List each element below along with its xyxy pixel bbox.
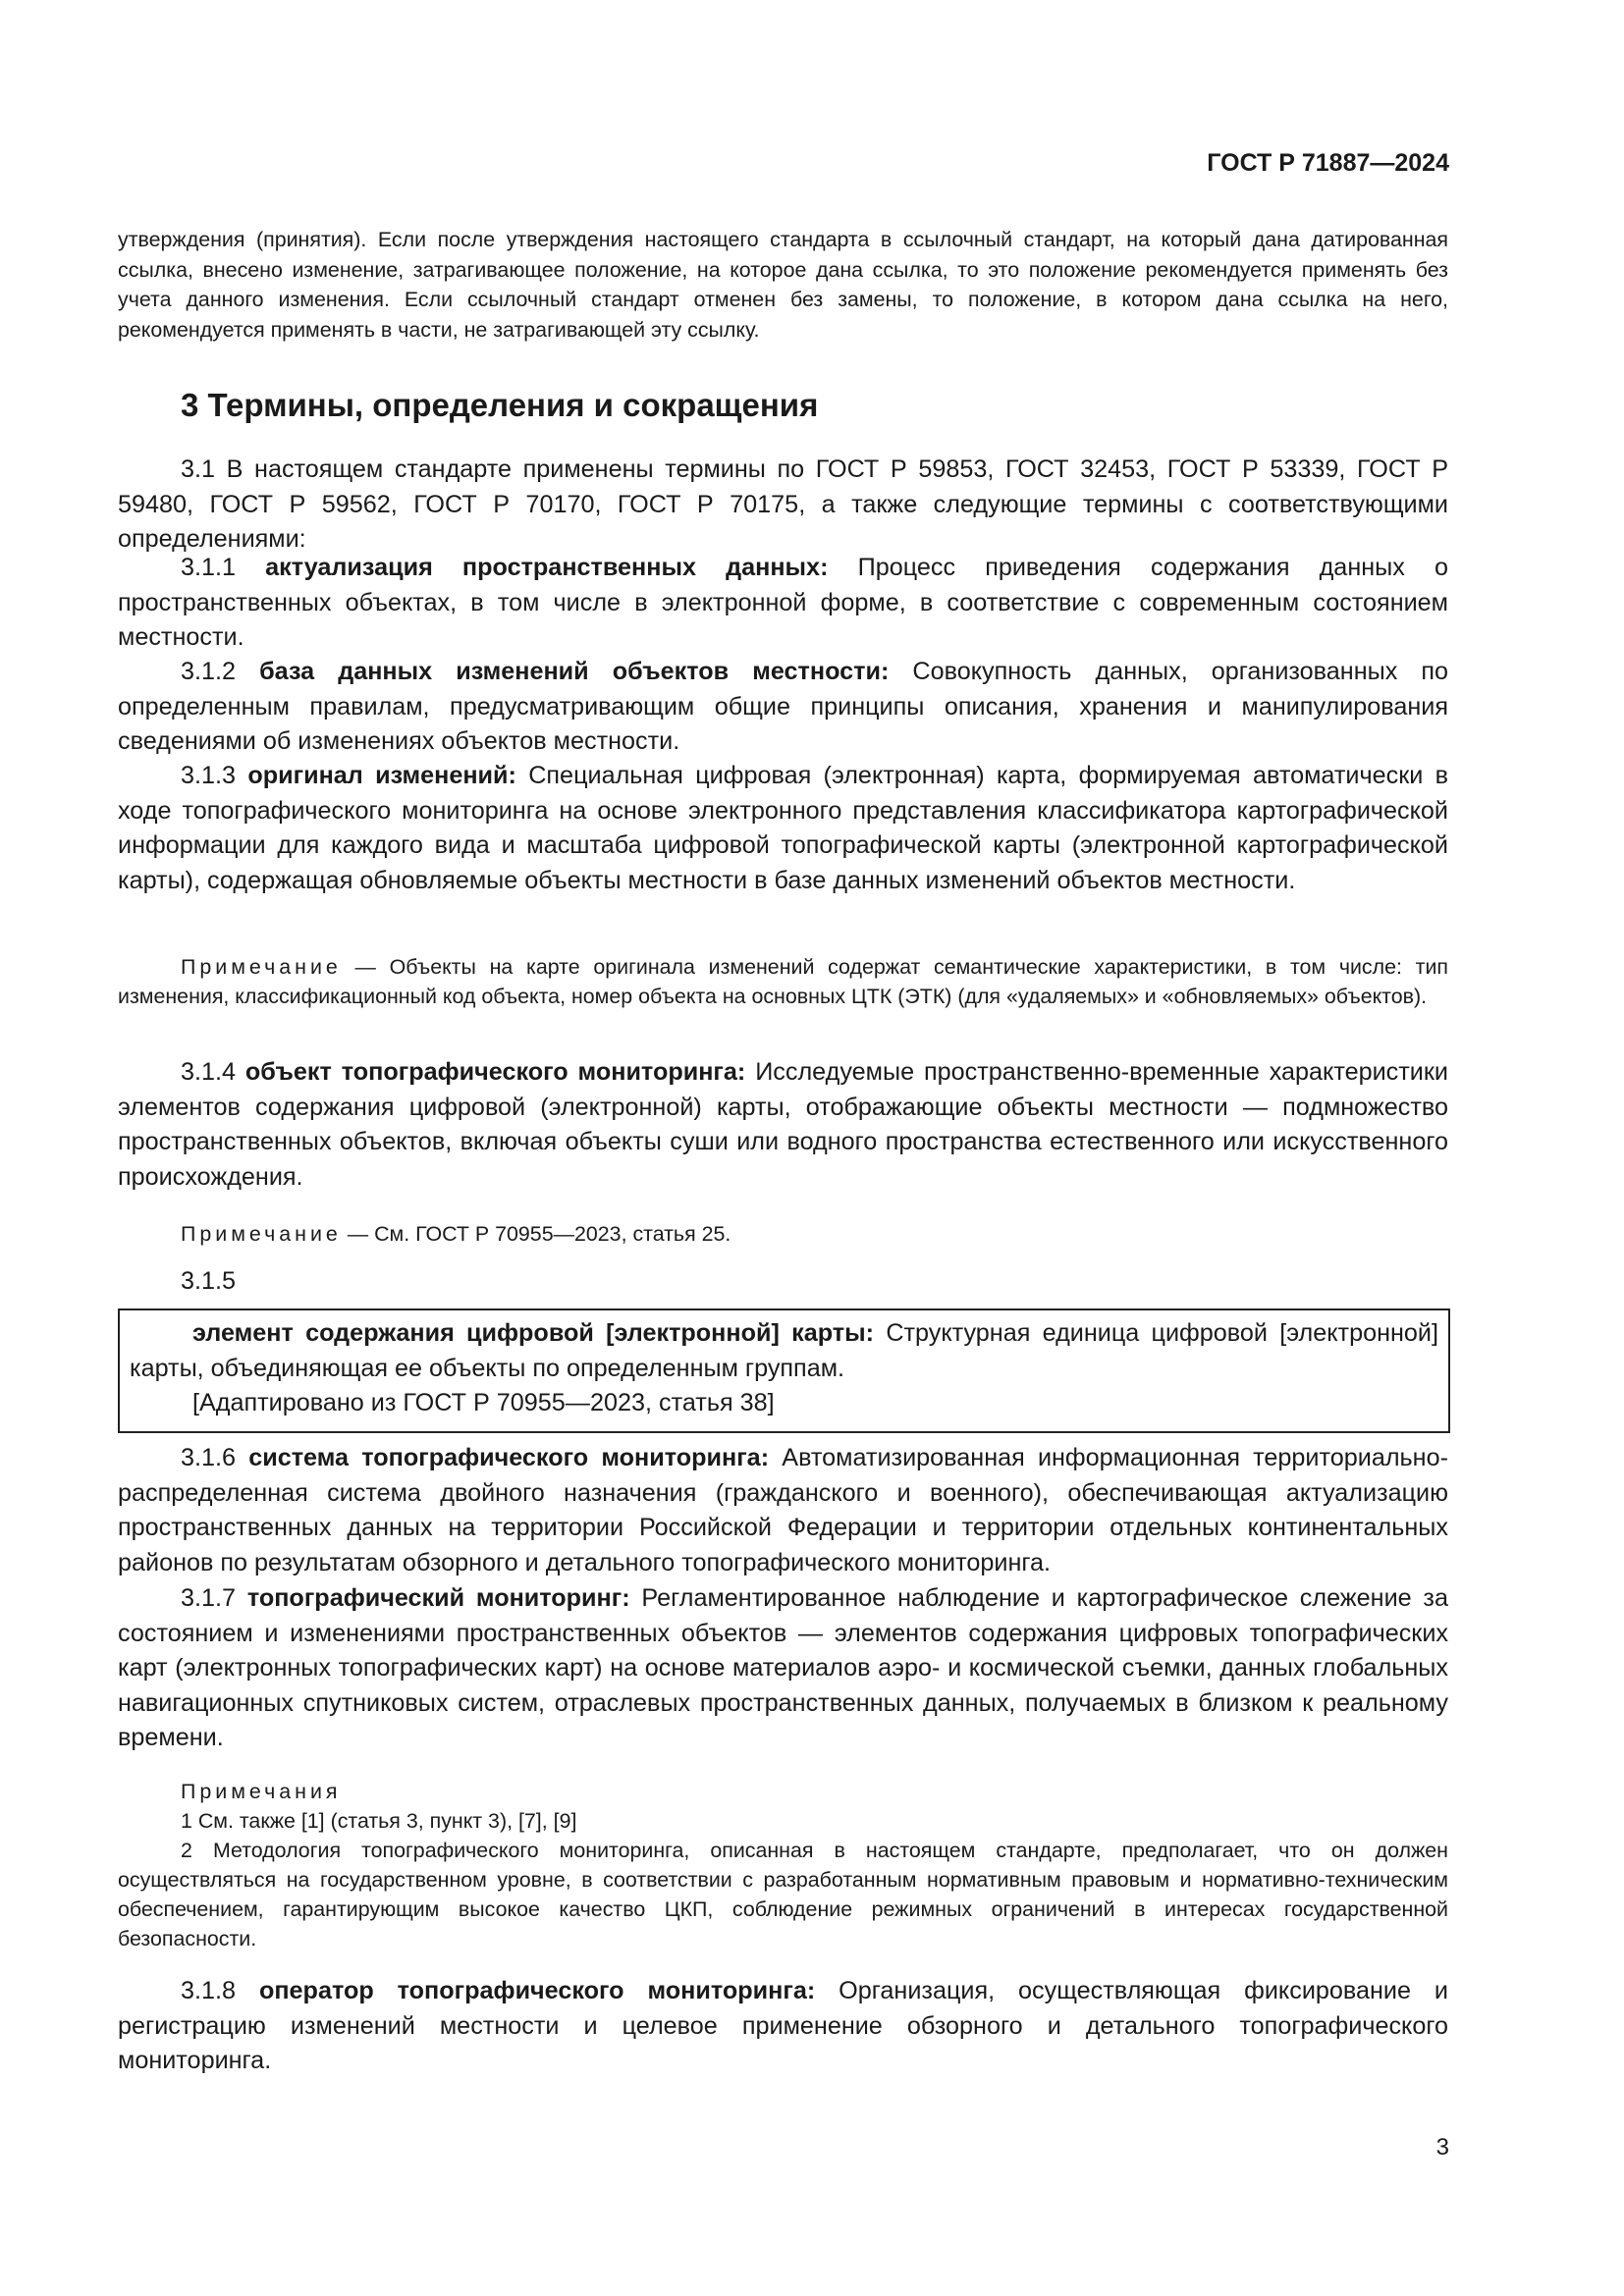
note-label: Примечание bbox=[181, 955, 342, 979]
term-definition: Регламентированное наблюдение и картографическое слежение за состоянием и изменениями пространственных объектов — элементов содержания цифровых топографических карт (электронных топографических карт) на основе материалов аэро- и космической съемки, данных глобальных навигационных спутниковых систем, отраслевых пространственных данных, получаемых в близком к реальному времени. bbox=[118, 1584, 1448, 1751]
notes-label: Примечания bbox=[181, 1780, 342, 1803]
section-title: 3 Термины, определения и сокращения bbox=[181, 387, 819, 423]
term-number: 3.1.6 bbox=[181, 1444, 249, 1471]
term-3-1-3 bbox=[118, 759, 1448, 898]
term-name: актуализация пространственных данных: bbox=[265, 554, 829, 581]
paragraph-3-1: 3.1 В настоящем стандарте применены термины по ГОСТ Р 59853, ГОСТ 32453, ГОСТ Р 53339, ГОСТ Р 59480, ГОСТ Р 59562, ГОСТ Р 70170, ГОСТ Р 70175, а также следующие термины с соответствующими определениями: bbox=[118, 455, 1448, 553]
intro-paragraph: утверждения (принятия). Если после утверждения настоящего стандарта в ссылочный стандарт, на который дана датированная ссылка, внесено изменение, затрагивающее положение, на которое дана ссылка, то это положение рекомендуется применять без учета данного изменения. Если ссылочный стандарт отменен без замены, то положение, в котором дана ссылка на него, рекомендуется применять в части, не затрагивающей эту ссылку. bbox=[118, 228, 1448, 342]
term-source: [Адаптировано из ГОСТ Р 70955—2023, статья 38] bbox=[192, 1389, 775, 1416]
note-label: Примечание bbox=[181, 1222, 342, 1246]
document-code: ГОСТ Р 71887—2024 bbox=[1207, 149, 1449, 177]
term-number: 3.1.3 bbox=[181, 762, 248, 789]
term-definition: Исследуемые пространственно-временные характеристики элементов содержания цифровой (электронной) карты, отображающие объекты местности — подмножество пространственных объектов, включая объекты суши или водного пространства естественного или искусственного происхождения. bbox=[118, 1058, 1448, 1191]
term-number: 3.1.7 bbox=[181, 1584, 247, 1612]
note-2: 2 Методология топографического мониторинга, описанная в настоящем стандарте, предполагает, что он должен осуществляться на государственном уровне, в соответствии с разработанным нормативным правовым и нормативно-техническим обеспечением, гарантирующим высокое качество ЦКП, соблюдение режимных ограничений в интересах государственной безопасности. bbox=[118, 1839, 1448, 1950]
term-name: объект топографического мониторинга: bbox=[244, 1058, 746, 1086]
term-3-1-1 bbox=[118, 551, 1448, 656]
term-name: элемент содержания цифровой [электронной] карты: bbox=[192, 1319, 875, 1347]
term-name: база данных изменений объектов местности: bbox=[259, 658, 890, 685]
term-name: оригинал изменений: bbox=[247, 762, 516, 789]
term-definition: Автоматизированная информационная территориально-распределенная система двойного назначения (гражданского и военного), обеспечивающая актуализацию пространственных данных на территории Российской Федерации и территории отдельных континентальных районов по результатам обзорного и детального топографического мониторинга. bbox=[118, 1444, 1448, 1576]
page-number: 3 bbox=[1435, 2134, 1449, 2161]
note-3-1-3 bbox=[118, 952, 1448, 1011]
term-3-1-8 bbox=[118, 1974, 1448, 2079]
term-definition: Организация, осуществляющая фиксирование и регистрацию изменений местности и целевое применение обзорного и детального топографического мониторинга. bbox=[118, 1977, 1448, 2074]
term-number: 3.1.4 bbox=[181, 1058, 245, 1086]
term-definition: Структурная единица цифровой [электронной] карты, объединяющая ее объекты по определенным группам. bbox=[130, 1319, 1438, 1382]
term-name: топографический мониторинг: bbox=[246, 1584, 630, 1612]
note-3-1-4 bbox=[118, 1219, 1448, 1249]
term-number: 3.1.8 bbox=[181, 1977, 259, 2004]
term-definition: Специальная цифровая (электронная) карта, формируемая автоматически в ходе топографического мониторинга на основе электронного представления классификатора картографической информации для каждого вида и масштаба цифровой топографической карты (электронной картографической карты), содержащая обновляемые объекты местности в базе данных изменений объектов местности. bbox=[118, 762, 1448, 894]
term-name: система топографического мониторинга: bbox=[248, 1444, 770, 1471]
term-3-1-5 bbox=[130, 1316, 1438, 1386]
note-1: 1 См. также [1] (статья 3, пункт 3), [7], [9] bbox=[181, 1809, 577, 1833]
borrowed-term-box bbox=[118, 1308, 1450, 1433]
term-definition: Процесс приведения содержания данных о пространственных объектах, в том числе в электронной форме, в соответствие с современным состоянием местности. bbox=[118, 554, 1448, 651]
term-3-1-7 bbox=[118, 1581, 1448, 1756]
term-3-1-6 bbox=[118, 1441, 1448, 1580]
note-text: — См. ГОСТ Р 70955—2023, статья 25. bbox=[341, 1222, 731, 1246]
term-number: 3.1.1 bbox=[181, 554, 266, 581]
notes-3-1-7 bbox=[118, 1777, 1448, 1953]
term-3-1-5-number: 3.1.5 bbox=[181, 1267, 237, 1295]
term-number: 3.1.2 bbox=[181, 658, 260, 685]
note-text: — Объекты на карте оригинала изменений содержат семантические характеристики, в том числе: тип изменения, классификационный код объекта, номер объекта на основных ЦТК (ЭТК) (для «удаляемых» и «обновляемых» объектов). bbox=[118, 955, 1448, 1008]
term-name: оператор топографического мониторинга: bbox=[258, 1977, 816, 2004]
term-3-1-4 bbox=[118, 1055, 1448, 1195]
term-3-1-2 bbox=[118, 655, 1448, 760]
term-definition: Совокупность данных, организованных по определенным правилам, предусматривающим общие принципы описания, хранения и манипулирования сведениями об изменениях объектов местности. bbox=[118, 658, 1449, 755]
